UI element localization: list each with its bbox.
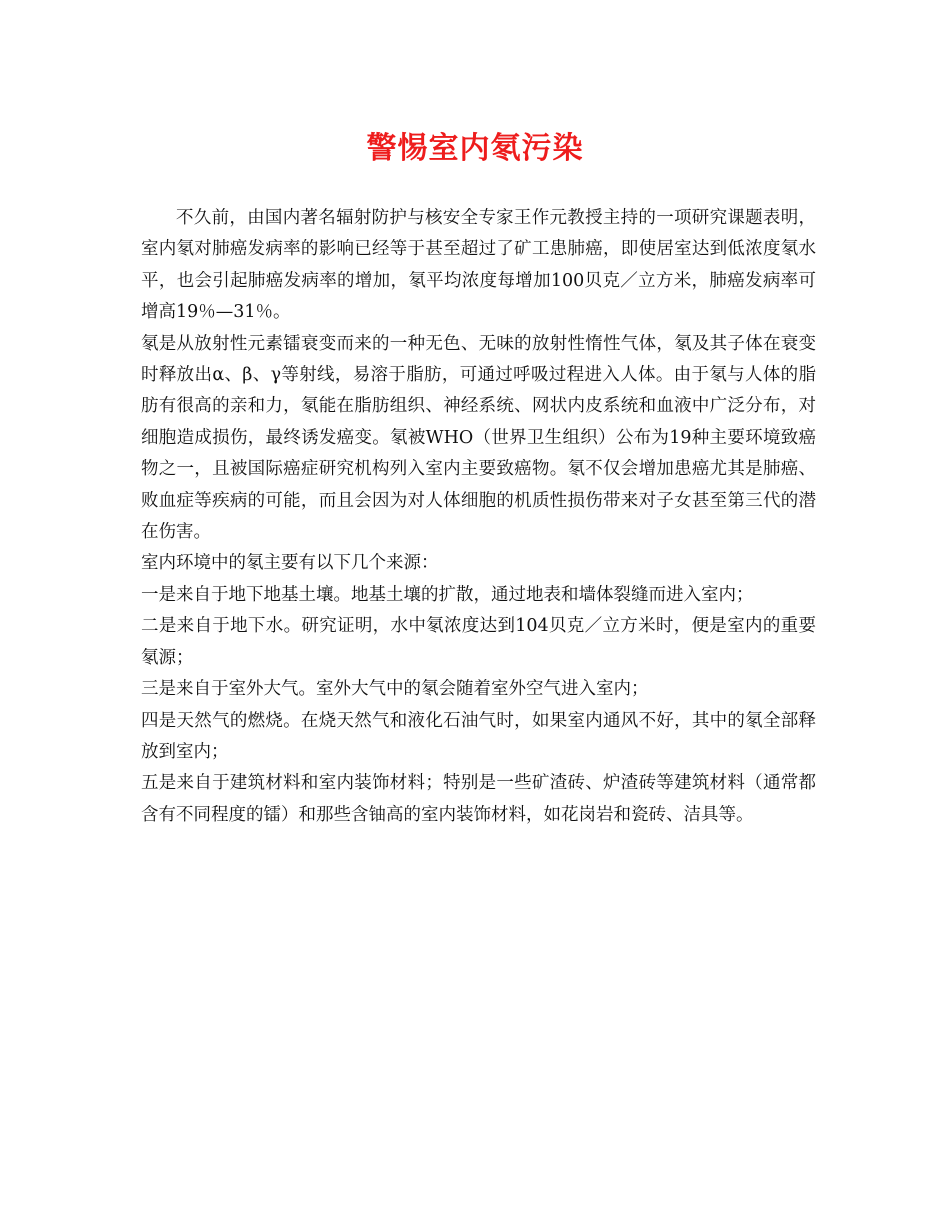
paragraph-source-1: 一是来自于地下地基土壤。地基土壤的扩散，通过地表和墙体裂缝而进入室内； bbox=[141, 584, 754, 605]
paragraph-radon-description: 氡是从放射性元素镭衰变而来的一种无色、无味的放射性惰性气体，氡及其子体在衰变时释放出α、β、γ等射线，易溶于脂肪，可通过呼吸过程进入人体。由于氡与人体的脂肪有很高的亲和力，氡能在脂肪组织、神经系统、网状内皮系统和血液中广泛分布，对细胞造成损伤，最终诱发癌变。氡被WHO（世界卫生组织）公布为19种主要环境致癌物之一，且被国际癌症研究机构列入室内主要致癌物。氡不仅会增加患癌尤其是肺癌、败血症等疾病的可能，而且会因为对人体细胞的机质性损伤带来对子女甚至第三代的潜在伤害。 bbox=[141, 333, 816, 543]
paragraph-intro: 不久前，由国内著名辐射防护与核安全专家王作元教授主持的一项研究课题表明，室内氡对肺癌发病率的影响已经等于甚至超过了矿工患肺癌，即使居室达到低浓度氡水平，也会引起肺癌发病率的增加，氡平均浓度每增加100贝克／立方米，肺癌发病率可增高19％—31％。 bbox=[141, 208, 816, 323]
paragraph-source-4: 四是天然气的燃烧。在烧天然气和液化石油气时，如果室内通风不好，其中的氡全部释放到室内； bbox=[141, 710, 816, 762]
paragraph-source-2: 二是来自于地下水。研究证明，水中氡浓度达到104贝克／立方米时，便是室内的重要氡源； bbox=[141, 616, 816, 668]
paragraph-sources-heading: 室内环境中的氡主要有以下几个来源： bbox=[141, 553, 439, 574]
document-body bbox=[141, 203, 816, 831]
paragraph-source-3: 三是来自于室外大气。室外大气中的氡会随着室外空气进入室内； bbox=[141, 679, 649, 700]
document-title: 警惕室内氡污染 bbox=[366, 131, 584, 166]
paragraph-source-5: 五是来自于建筑材料和室内装饰材料；特别是一些矿渣砖、炉渣砖等建筑材料（通常都含有不同程度的镭）和那些含铀高的室内装饰材料，如花岗岩和瓷砖、洁具等。 bbox=[141, 773, 816, 825]
